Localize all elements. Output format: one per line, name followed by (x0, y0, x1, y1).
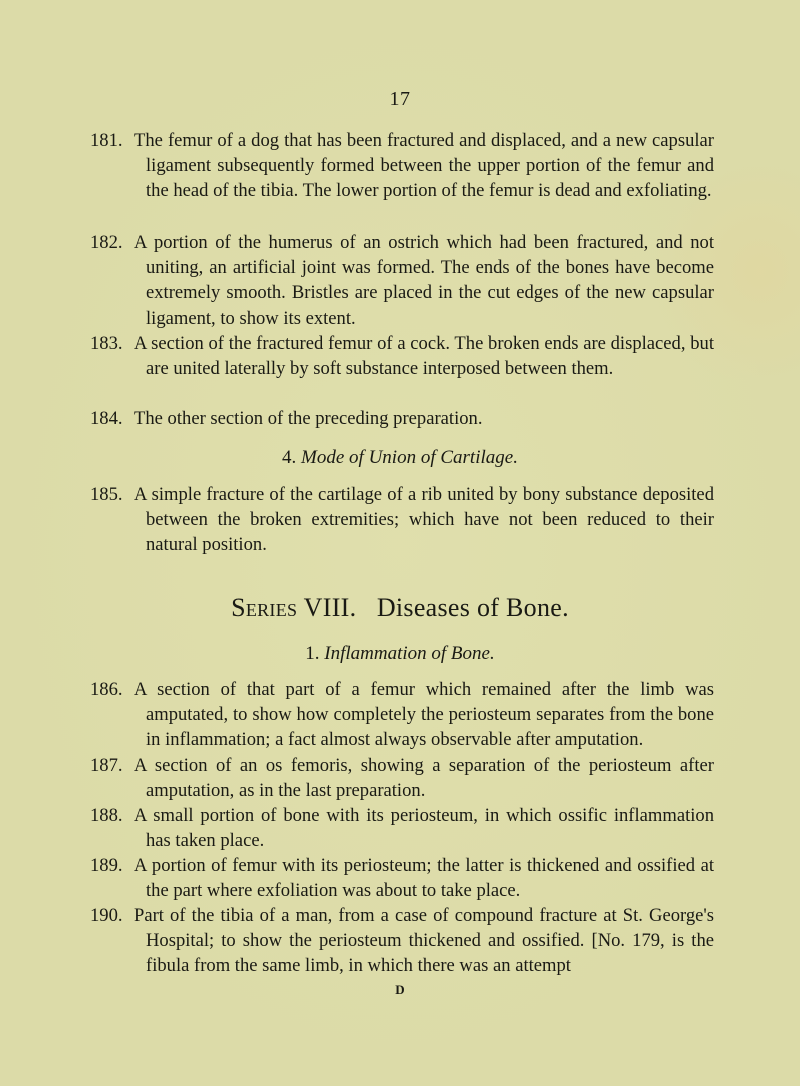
section-heading-inflammation (0, 643, 800, 665)
entry-text: A simple fracture of the cartilage of a rib united by bony substance deposited between the broken extremities; which have not been reduced to their natural position. (134, 484, 714, 556)
entry-number: 186. (90, 679, 123, 700)
entry-text: A section of the fractured femur of a cock. The broken ends are displaced, but are united laterally by soft substance interposed between them. (134, 333, 714, 380)
signature-mark: D (395, 982, 405, 997)
section-heading-cartilage (0, 447, 800, 469)
series-title: Diseases of Bone. (376, 593, 569, 622)
entry-text: A section of an os femoris, showing a separation of the periosteum after amputation, as in the last preparation. (134, 755, 714, 802)
entry-text: The femur of a dog that has been fractured and displaced, and a new capsular ligament subsequently formed between the upper portion of the femur and the head of the tibia. The lower portion of the femur is dead and exfoliating. (134, 130, 714, 202)
catalogue-entry-184 (90, 406, 714, 431)
catalogue-entry-185 (90, 482, 714, 558)
catalogue-entry-187 (90, 753, 714, 803)
catalogue-entry-183 (90, 331, 714, 381)
entry-number: 184. (90, 408, 123, 429)
catalogue-entry-186 (90, 677, 714, 753)
catalogue-entry-181 (90, 128, 714, 204)
entry-number: 188. (90, 805, 123, 826)
entry-number: 183. (90, 333, 123, 354)
catalogue-entry-189 (90, 853, 714, 903)
entry-number: 185. (90, 484, 123, 505)
catalogue-entry-190 (90, 903, 714, 979)
series-heading (0, 593, 800, 623)
entry-text: A small portion of bone with its periosteum, in which ossific inflammation has taken place. (134, 805, 714, 852)
entry-number: 181. (90, 130, 123, 151)
entry-text: A portion of femur with its periosteum; the latter is thickened and ossified at the part where exfoliation was about to take place. (134, 855, 714, 902)
section-number: 4. (282, 447, 297, 468)
catalogue-entry-182 (90, 230, 714, 331)
section-title: Mode of Union of Cartilage. (301, 447, 518, 468)
entry-text: The other section of the preceding preparation. (134, 408, 483, 429)
entry-text: A portion of the humerus of an ostrich which had been fractured, and not uniting, an artificial joint was formed. The ends of the bones have become extremely smooth. Bristles are placed in the cut edges of the new capsular ligament, to show its extent. (134, 232, 714, 329)
entry-number: 182. (90, 232, 123, 253)
entry-text: A section of that part of a femur which remained after the limb was amputated, to show how completely the periosteum separates from the bone in inflammation; a fact almost always observable after amputation. (134, 679, 714, 751)
entry-number: 189. (90, 855, 123, 876)
entry-number: 187. (90, 755, 123, 776)
entry-number: 190. (90, 905, 123, 926)
entry-text: Part of the tibia of a man, from a case of compound fracture at St. George's Hospital; to show the periosteum thickened and ossified. [No. 179, is the fibula from the same limb, in which there was an attempt (134, 905, 714, 977)
section-title: Inflammation of Bone. (324, 643, 495, 664)
page-number: 17 (389, 88, 411, 110)
catalogue-entry-188 (90, 803, 714, 853)
series-label: Series VIII. (231, 593, 357, 622)
section-number: 1. (305, 643, 320, 664)
